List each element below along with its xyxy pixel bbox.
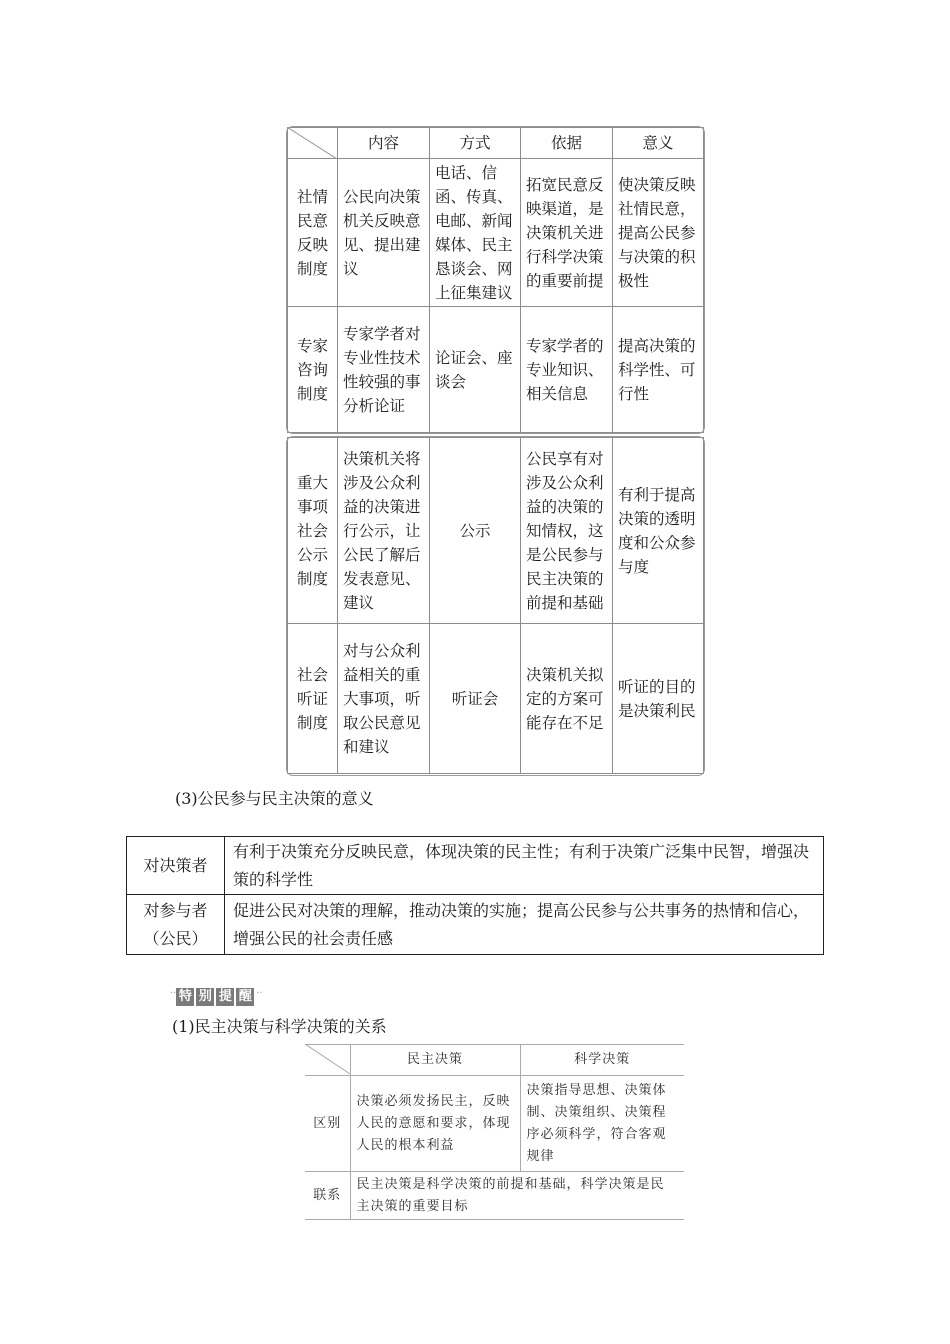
row-content: 公民向决策机关反映意见、提出建议 (338, 159, 430, 307)
row-meaning: 听证的目的是决策利民 (613, 624, 704, 774)
row-method: 电话、信函、传真、电邮、新闻媒体、民主恳谈会、网上征集建议 (430, 159, 521, 307)
table-header-row (305, 1045, 684, 1076)
row-name: 重大事项社会公示制度 (288, 438, 338, 624)
table-header-row (288, 128, 704, 159)
header-scientific: 科学决策 (520, 1045, 684, 1076)
row-basis: 公民享有对涉及公众利益的决策的知情权，这是公民参与民主决策的前提和基础 (521, 438, 613, 624)
header-method: 方式 (430, 128, 521, 159)
row-meaning: 提高决策的科学性、可行性 (613, 307, 704, 433)
badge-char: 别 (196, 988, 214, 1006)
table-row (127, 895, 824, 955)
table-row (127, 837, 824, 895)
badge-dots-right: ·· (256, 988, 263, 999)
header-corner-cell (288, 128, 338, 159)
democratic-vs-scientific-table (305, 1044, 684, 1220)
row-content: 专家学者对专业性技术性较强的事分析论证 (338, 307, 430, 433)
connection-text: 民主决策是科学决策的前提和基础，科学决策是民主决策的重要目标 (350, 1172, 684, 1220)
difference-democratic: 决策必须发扬民主，反映人民的意愿和要求，体现人民的根本利益 (350, 1076, 520, 1172)
table-row (288, 624, 704, 774)
row-basis: 专家学者的专业知识、相关信息 (521, 307, 613, 433)
row-value: 促进公民对决策的理解，推动决策的实施；提高公民参与公共事务的热情和信心，增强公民的社会责任感 (225, 895, 824, 955)
table-row (288, 307, 704, 433)
header-corner-cell (305, 1045, 350, 1076)
badge-dots-left: ·· (170, 988, 177, 999)
row-name: 专家咨询制度 (288, 307, 338, 433)
row-label-difference: 区别 (305, 1076, 350, 1172)
decision-channels-table-part2 (287, 437, 704, 774)
row-method: 听证会 (430, 624, 521, 774)
badge-char: 提 (216, 988, 234, 1006)
section-heading-3: (3)公民参与民主决策的意义 (175, 789, 374, 808)
participation-significance-table (126, 836, 824, 955)
table-row (305, 1172, 684, 1220)
row-key: 对决策者 (127, 837, 225, 895)
row-name: 社情民意反映制度 (288, 159, 338, 307)
badge-char: 醒 (236, 988, 254, 1006)
row-basis: 决策机关拟定的方案可能存在不足 (521, 624, 613, 774)
row-key: 对参与者（公民） (127, 895, 225, 955)
header-meaning: 意义 (613, 128, 704, 159)
section-heading-1: (1)民主决策与科学决策的关系 (172, 1017, 387, 1036)
header-basis: 依据 (521, 128, 613, 159)
difference-scientific: 决策指导思想、决策体制、决策组织、决策程序必须科学，符合客观规律 (520, 1076, 684, 1172)
header-content: 内容 (338, 128, 430, 159)
row-content: 决策机关将涉及公众利益的决策进行公示，让公民了解后发表意见、建议 (338, 438, 430, 624)
row-label-connection: 联系 (305, 1172, 350, 1220)
row-meaning: 使决策反映社情民意，提高公民参与决策的积极性 (613, 159, 704, 307)
row-basis: 拓宽民意反映渠道，是决策机关进行科学决策的重要前提 (521, 159, 613, 307)
header-democratic: 民主决策 (350, 1045, 520, 1076)
table-row (305, 1076, 684, 1172)
row-name: 社会听证制度 (288, 624, 338, 774)
row-meaning: 有利于提高决策的透明度和公众参与度 (613, 438, 704, 624)
table-row (288, 159, 704, 307)
badge-char: 特 (176, 988, 194, 1006)
row-content: 对与公众利益相关的重大事项，听取公民意见和建议 (338, 624, 430, 774)
row-method: 公示 (430, 438, 521, 624)
special-reminder-badge (170, 985, 263, 1005)
row-method: 论证会、座谈会 (430, 307, 521, 433)
table-row (288, 438, 704, 624)
decision-channels-table-part1 (287, 127, 704, 433)
row-value: 有利于决策充分反映民意，体现决策的民主性；有利于决策广泛集中民智，增强决策的科学性 (225, 837, 824, 895)
